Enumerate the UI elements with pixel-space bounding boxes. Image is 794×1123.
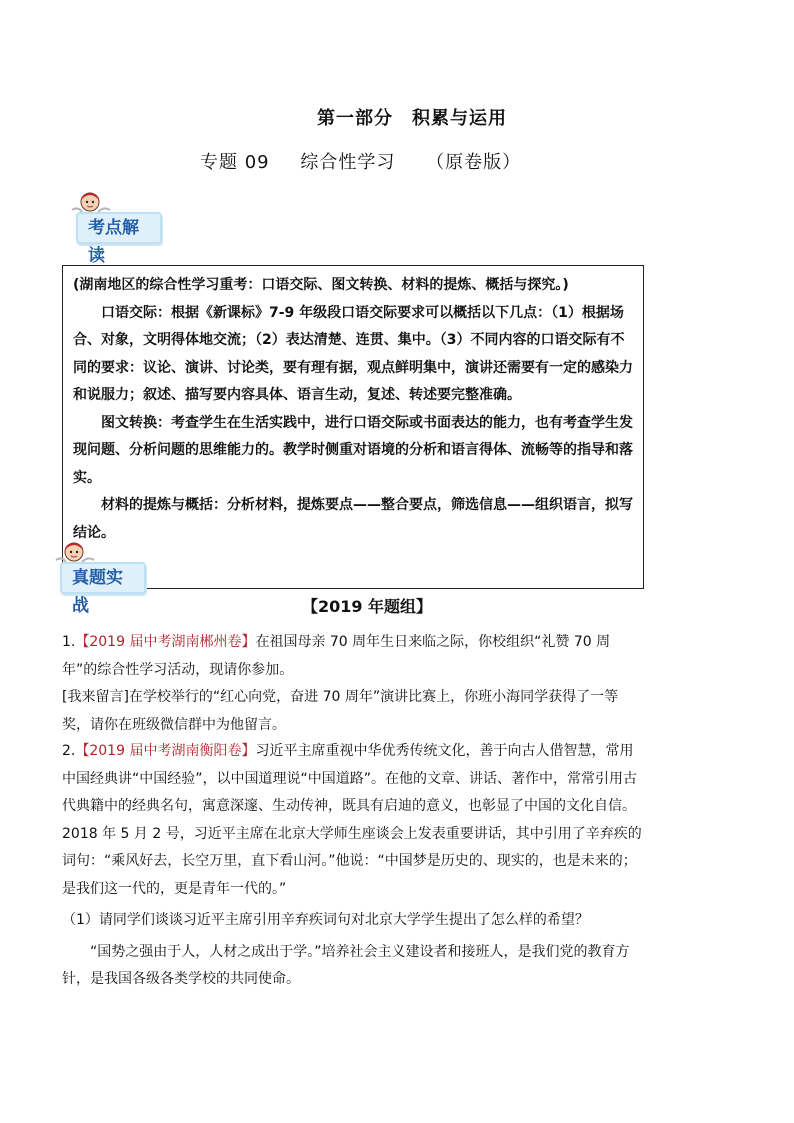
zhenti-badge	[46, 540, 146, 616]
kaodian-badge	[62, 190, 162, 266]
topic-prefix: 专题 09	[200, 152, 270, 173]
topic-version: （原卷版）	[426, 152, 522, 173]
question-2-source: 【2019 届中考湖南衡阳卷】	[75, 743, 256, 759]
summary-intro: (湖南地区的综合性学习重考：口语交际、图文转换、材料的提炼、概括与探究。)	[73, 277, 569, 293]
summary-oral: 口语交际：根据《新课标》7-9 年级段口语交际要求可以概括以下几点：（1）根据场合、对象，文明得体地交流；（2）表达清楚、连贯、集中。（3）不同内容的口语交际有不同的要求：议论、演讲、讨论类，要有理有据，观点鲜明集中，演讲还需要有一定的感染力和说服力；叙述、描写要内容具体、语言生动，复述、转述要完整准确。	[73, 304, 633, 403]
question-2-text: 习近平主席重视中华优秀传统文化，善于向古人借智慧，常用中国经典讲“中国经验”，以中国道理说“中国道路”。在他的文章、讲话、著作中，常常引用古代典籍中的经典名句，寓意深邃、生动传神，既具有启迪的意义，也彰显了中国的文化自信。2018 年 5 月 2 号，习近平主席在北京大学师生座谈会上发表重要讲话，其中引用了辛弃疾的词句：“乘风好去，长空万里，直下看山河。”他说：“中国梦是历史的、现实的，也是未来的；是我们这一代的，更是青年一代的。”	[62, 743, 642, 897]
summary-material: 材料的提炼与概括：分析材料，提炼要点——整合要点，筛选信息——组织语言，拟写结论。	[73, 497, 633, 541]
question-1	[62, 629, 644, 739]
question-1-sub: [我来留言]在学校举行的“红心向党，奋进 70 周年”演讲比赛上，你班小海同学获得了一等奖，请你在班级微信群中为他留言。	[62, 689, 619, 733]
summary-picture: 图文转换：考查学生在生活实践中，进行口语交际或书面表达的能力，也有考查学生发现问题、分析问题的思维能力的。教学时侧重对语境的分析和语言得体、流畅等的指导和落实。	[73, 414, 633, 486]
question-2-quote: “国势之强由于人，人材之成出于学。”培养社会主义建设者和接班人，是我们党的教育方针，是我国各级各类学校的共同使命。	[62, 943, 630, 987]
question-1-main	[62, 629, 644, 684]
question-2-number: 2.	[62, 743, 76, 759]
question-2	[62, 738, 644, 994]
topic-title	[200, 148, 545, 174]
question-1-source: 【2019 届中考湖南郴州卷】	[75, 634, 256, 650]
question-1-text: 在祖国母亲 70 周年生日来临之际，你校组织“礼赞 70 周年”的综合性学习活动，现请你参加。	[62, 634, 611, 678]
topic-name: 综合性学习	[300, 152, 396, 173]
question-2-sub1: （1）请同学们谈谈习近平主席引用辛弃疾词句对北京大学学生提出了怎么样的希望？	[62, 912, 589, 928]
kaodian-label: 考点解读	[76, 212, 162, 244]
group-title: 【2019 年题组】	[301, 597, 433, 616]
part-title: 第一部分 积累与运用	[317, 108, 507, 129]
summary-box	[62, 265, 644, 589]
zhenti-label: 真题实战	[60, 562, 146, 594]
question-2-main	[62, 738, 644, 903]
question-1-number: 1.	[62, 634, 76, 650]
